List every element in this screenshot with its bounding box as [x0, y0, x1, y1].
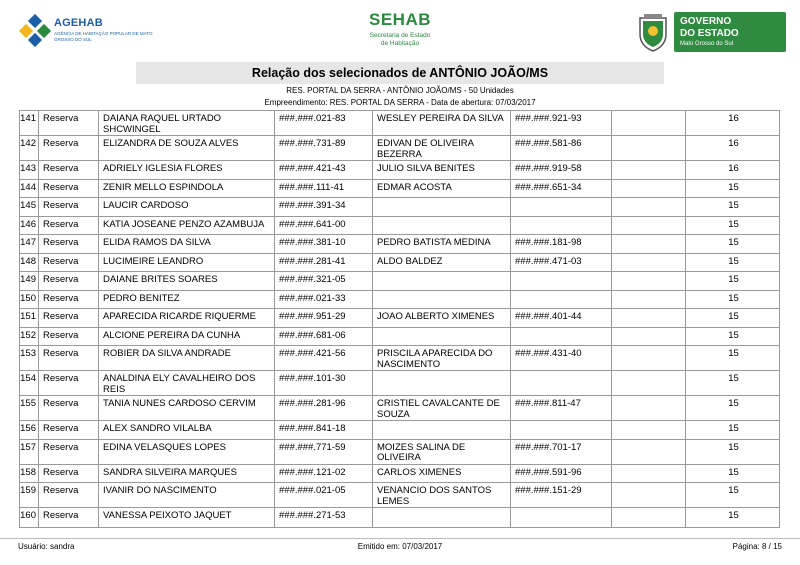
agehab-logo-icon	[18, 14, 52, 48]
row-score: 15	[685, 180, 781, 198]
row-status: Reserva	[38, 371, 98, 395]
row-spouse-cpf	[510, 198, 611, 216]
row-number: 149	[20, 274, 36, 285]
row-number: 156	[20, 423, 36, 434]
row-spouse-cpf	[510, 508, 611, 527]
sehab-subtitle-1: Secretaria de Estado	[369, 32, 431, 39]
row-number: 148	[20, 255, 36, 267]
report-subtitle: RES. PORTAL DA SERRA - ANTÔNIO JOÃO/MS - 50 Unidades	[286, 86, 514, 95]
row-holder-name: IVANIR DO NASCIMENTO	[98, 483, 274, 507]
table-row	[20, 136, 779, 161]
row-spouse-cpf	[510, 272, 611, 290]
table-row	[20, 198, 779, 217]
row-number: 154	[20, 373, 36, 384]
row-holder-cpf: ###.###.021-83	[274, 111, 372, 135]
row-score: 15	[685, 254, 781, 272]
row-holder-cpf: ###.###.271-53	[274, 508, 372, 527]
sehab-logo	[300, 10, 500, 48]
footer-divider	[0, 538, 800, 539]
row-holder-name: DAIANE BRITES SOARES	[98, 272, 274, 290]
table-row	[20, 396, 779, 421]
row-blank-cell	[611, 235, 685, 253]
row-status: Reserva	[38, 254, 98, 272]
row-spouse-name: EDIVAN DE OLIVEIRA BEZERRA	[372, 136, 510, 160]
row-spouse-cpf	[510, 371, 611, 395]
row-spouse-name: CRISTIEL CAVALCANTE DE SOUZA	[372, 396, 510, 420]
row-score: 15	[685, 309, 781, 327]
row-spouse-cpf: ###.###.471-03	[510, 254, 611, 272]
row-spouse-name	[372, 217, 510, 235]
footer-issued-date: Emitido em: 07/03/2017	[357, 542, 443, 551]
row-spouse-cpf: ###.###.651-34	[510, 180, 611, 198]
row-number: 153	[20, 348, 36, 359]
row-holder-name: ELIZANDRA DE SOUZA ALVES	[98, 136, 274, 160]
row-status: Reserva	[38, 217, 98, 235]
row-spouse-cpf: ###.###.591-96	[510, 465, 611, 483]
row-blank-cell	[611, 111, 685, 135]
row-holder-name: APARECIDA RICARDE RIQUERME	[98, 309, 274, 327]
row-spouse-name: EDMAR ACOSTA	[372, 180, 510, 198]
row-spouse-cpf: ###.###.581-86	[510, 136, 611, 160]
row-holder-cpf: ###.###.841-18	[274, 421, 372, 439]
row-holder-cpf: ###.###.771-59	[274, 440, 372, 464]
government-badge	[674, 12, 786, 52]
row-blank-cell	[611, 198, 685, 216]
row-number: 160	[20, 510, 36, 521]
row-holder-cpf: ###.###.101-30	[274, 371, 372, 395]
row-status: Reserva	[38, 235, 98, 253]
row-blank-cell	[611, 161, 685, 179]
row-score: 16	[685, 161, 781, 179]
row-blank-cell	[611, 421, 685, 439]
row-spouse-cpf: ###.###.921-93	[510, 111, 611, 135]
table-row	[20, 346, 779, 371]
agehab-logo	[18, 14, 158, 54]
government-line-2: DO ESTADO	[680, 28, 739, 39]
row-score: 15	[685, 235, 781, 253]
row-number: 143	[20, 163, 36, 174]
row-holder-cpf: ###.###.731-89	[274, 136, 372, 160]
row-holder-name: KATIA JOSEANE PENZO AZAMBUJA	[98, 217, 274, 235]
row-holder-name: ELIDA RAMOS DA SILVA	[98, 235, 274, 253]
row-number: 144	[20, 181, 36, 193]
row-number: 150	[20, 292, 36, 304]
footer-user: Usuário: sandra	[18, 542, 75, 551]
table-row	[20, 272, 779, 291]
row-blank-cell	[611, 328, 685, 346]
row-spouse-name: CARLOS XIMENES	[372, 465, 510, 483]
footer-page-number: Página: 8 / 15	[732, 542, 782, 551]
row-blank-cell	[611, 136, 685, 160]
row-score: 15	[685, 198, 781, 216]
row-holder-name: TANIA NUNES CARDOSO CERVIM	[98, 396, 274, 420]
row-score: 15	[685, 440, 781, 464]
row-status: Reserva	[38, 440, 98, 464]
row-status: Reserva	[38, 483, 98, 507]
row-spouse-name: JULIO SILVA BENITES	[372, 161, 510, 179]
row-status: Reserva	[38, 328, 98, 346]
row-status: Reserva	[38, 161, 98, 179]
row-spouse-cpf	[510, 328, 611, 346]
table-row	[20, 235, 779, 254]
row-holder-name: ALCIONE PEREIRA DA CUNHA	[98, 328, 274, 346]
row-status: Reserva	[38, 198, 98, 216]
row-holder-name: LAUCIR CARDOSO	[98, 198, 274, 216]
table-row	[20, 483, 779, 508]
row-spouse-cpf	[510, 217, 611, 235]
row-spouse-cpf: ###.###.431-40	[510, 346, 611, 370]
row-number: 147	[20, 237, 36, 248]
row-number: 146	[20, 218, 36, 230]
row-blank-cell	[611, 217, 685, 235]
table-row	[20, 508, 779, 527]
row-number: 158	[20, 466, 36, 478]
row-spouse-name	[372, 508, 510, 527]
row-spouse-name: ALDO BALDEZ	[372, 254, 510, 272]
table-row	[20, 254, 779, 273]
agehab-subtitle: AGÊNCIA DE HABITAÇÃO POPULAR DE MATO GROSSO DO SUL	[54, 31, 153, 42]
row-score: 15	[685, 465, 781, 483]
row-holder-name: ADRIELY IGLESIA FLORES	[98, 161, 274, 179]
row-status: Reserva	[38, 309, 98, 327]
row-status: Reserva	[38, 272, 98, 290]
row-spouse-cpf	[510, 421, 611, 439]
row-blank-cell	[611, 440, 685, 464]
row-holder-name: ROBIER DA SILVA ANDRADE	[98, 346, 274, 370]
row-spouse-name: MOIZES SALINA DE OLIVEIRA	[372, 440, 510, 464]
row-spouse-name	[372, 291, 510, 309]
table-row	[20, 465, 779, 484]
row-score: 15	[685, 396, 781, 420]
row-status: Reserva	[38, 180, 98, 198]
row-blank-cell	[611, 371, 685, 395]
row-spouse-name	[372, 421, 510, 439]
row-holder-cpf: ###.###.021-05	[274, 483, 372, 507]
report-enterprise-info: Empreendimento: RES. PORTAL DA SERRA - Data de abertura: 07/03/2017	[264, 98, 536, 107]
row-status: Reserva	[38, 508, 98, 527]
row-score: 16	[685, 136, 781, 160]
row-number: 145	[20, 200, 36, 211]
row-holder-cpf: ###.###.281-96	[274, 396, 372, 420]
row-holder-cpf: ###.###.641-00	[274, 217, 372, 235]
row-blank-cell	[611, 309, 685, 327]
table-row	[20, 421, 779, 440]
row-holder-cpf: ###.###.111-41	[274, 180, 372, 198]
row-blank-cell	[611, 272, 685, 290]
row-spouse-cpf: ###.###.701-17	[510, 440, 611, 464]
row-spouse-cpf: ###.###.811-47	[510, 396, 611, 420]
selection-table	[19, 110, 780, 528]
row-score: 15	[685, 483, 781, 507]
row-number: 159	[20, 485, 36, 496]
report-title: Relação dos selecionados de ANTÔNIO JOÃO/MS	[136, 62, 664, 84]
row-holder-name: PEDRO BENITEZ	[98, 291, 274, 309]
row-spouse-name: JOAO ALBERTO XIMENES	[372, 309, 510, 327]
row-spouse-cpf	[510, 291, 611, 309]
table-row	[20, 291, 779, 310]
row-score: 15	[685, 217, 781, 235]
row-blank-cell	[611, 465, 685, 483]
government-logo	[636, 12, 786, 52]
row-score: 16	[685, 111, 781, 135]
row-holder-name: LUCIMEIRE LEANDRO	[98, 254, 274, 272]
agehab-name: AGEHAB	[54, 17, 103, 29]
government-line-3: Mato Grosso do Sul	[680, 41, 734, 47]
row-holder-name: DAIANA RAQUEL URTADO SHCWINGEL	[98, 111, 274, 135]
row-status: Reserva	[38, 136, 98, 160]
table-row	[20, 111, 779, 136]
row-score: 15	[685, 328, 781, 346]
row-number: 141	[20, 113, 36, 124]
row-holder-name: EDINA VELASQUES LOPES	[98, 440, 274, 464]
row-holder-cpf: ###.###.681-06	[274, 328, 372, 346]
row-holder-cpf: ###.###.121-02	[274, 465, 372, 483]
row-holder-cpf: ###.###.391-34	[274, 198, 372, 216]
row-blank-cell	[611, 254, 685, 272]
row-spouse-name: PEDRO BATISTA MEDINA	[372, 235, 510, 253]
row-holder-cpf: ###.###.951-29	[274, 309, 372, 327]
row-blank-cell	[611, 291, 685, 309]
row-holder-cpf: ###.###.321-05	[274, 272, 372, 290]
row-number: 155	[20, 398, 36, 409]
table-row	[20, 217, 779, 236]
row-blank-cell	[611, 508, 685, 527]
table-row	[20, 440, 779, 465]
sehab-name: SEHAB	[368, 10, 431, 29]
row-holder-name: ZENIR MELLO ESPINDOLA	[98, 180, 274, 198]
row-status: Reserva	[38, 421, 98, 439]
row-score: 15	[685, 346, 781, 370]
row-score: 15	[685, 421, 781, 439]
row-holder-name: ALEX SANDRO VILALBA	[98, 421, 274, 439]
row-status: Reserva	[38, 111, 98, 135]
row-score: 15	[685, 291, 781, 309]
table-row	[20, 161, 779, 180]
row-status: Reserva	[38, 396, 98, 420]
row-spouse-cpf: ###.###.401-44	[510, 309, 611, 327]
row-holder-cpf: ###.###.021-33	[274, 291, 372, 309]
row-score: 15	[685, 272, 781, 290]
row-holder-cpf: ###.###.421-43	[274, 161, 372, 179]
row-spouse-name: WESLEY PEREIRA DA SILVA	[372, 111, 510, 135]
government-line-1: GOVERNO	[680, 16, 732, 27]
row-holder-cpf: ###.###.281-41	[274, 254, 372, 272]
row-blank-cell	[611, 396, 685, 420]
row-holder-cpf: ###.###.381-10	[274, 235, 372, 253]
row-number: 151	[20, 311, 36, 322]
row-spouse-name	[372, 272, 510, 290]
row-holder-cpf: ###.###.421-56	[274, 346, 372, 370]
row-number: 157	[20, 441, 36, 453]
row-status: Reserva	[38, 346, 98, 370]
row-holder-name: VANESSA PEIXOTO JAQUET	[98, 508, 274, 527]
table-row	[20, 180, 779, 199]
state-crest-icon	[636, 14, 670, 52]
row-spouse-name	[372, 328, 510, 346]
row-blank-cell	[611, 483, 685, 507]
row-spouse-cpf: ###.###.151-29	[510, 483, 611, 507]
row-status: Reserva	[38, 291, 98, 309]
row-spouse-name: VENANCIO DOS SANTOS LEMES	[372, 483, 510, 507]
report-footer	[0, 542, 800, 554]
table-row	[20, 309, 779, 328]
row-blank-cell	[611, 180, 685, 198]
row-status: Reserva	[38, 465, 98, 483]
row-score: 15	[685, 371, 781, 395]
row-spouse-name	[372, 198, 510, 216]
report-header	[0, 0, 800, 60]
table-row	[20, 328, 779, 347]
row-number: 152	[20, 329, 36, 341]
row-holder-name: ANALDINA ELY CAVALHEIRO DOS REIS	[98, 371, 274, 395]
row-blank-cell	[611, 346, 685, 370]
row-spouse-cpf: ###.###.181-98	[510, 235, 611, 253]
row-spouse-cpf: ###.###.919-58	[510, 161, 611, 179]
row-number: 142	[20, 138, 36, 149]
row-spouse-name: PRISCILA APARECIDA DO NASCIMENTO	[372, 346, 510, 370]
sehab-subtitle-2: de Habitação	[380, 40, 420, 47]
table-row	[20, 371, 779, 396]
row-spouse-name	[372, 371, 510, 395]
row-score: 15	[685, 508, 781, 527]
row-holder-name: SANDRA SILVEIRA MARQUES	[98, 465, 274, 483]
